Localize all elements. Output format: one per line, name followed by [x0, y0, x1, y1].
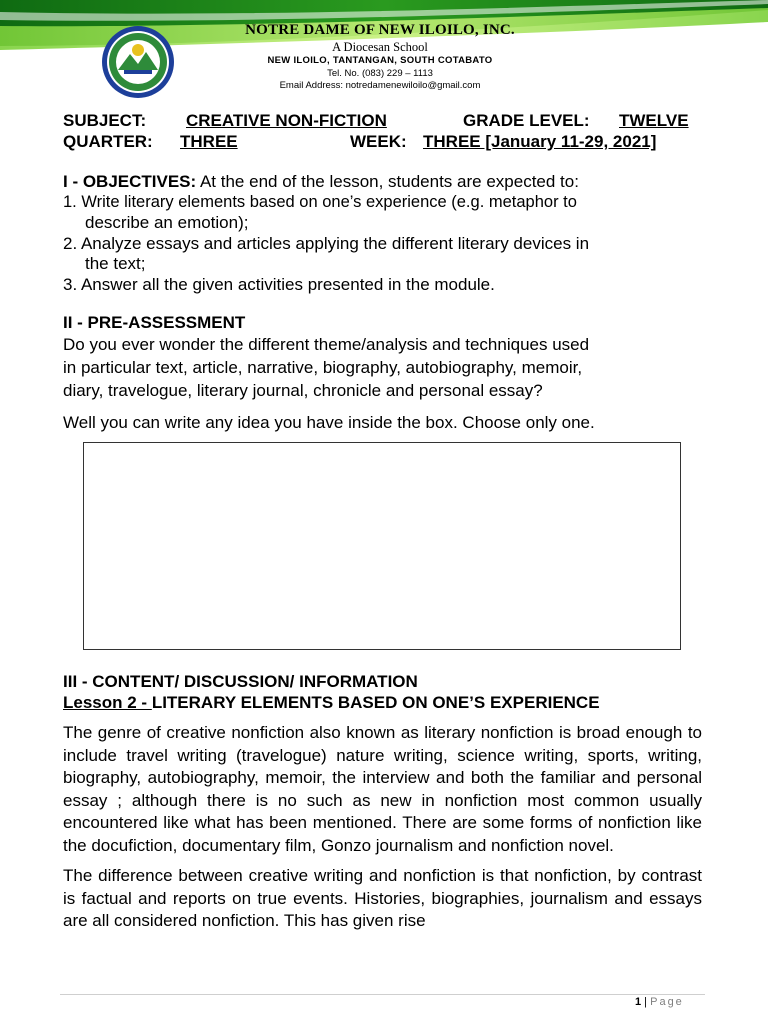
page-number: 1	[635, 996, 642, 1008]
answer-box[interactable]	[83, 442, 681, 650]
objective-2-line2: the text;	[85, 254, 146, 273]
preassessment-heading: II - PRE-ASSESSMENT	[63, 313, 246, 332]
subject-label: SUBJECT:	[63, 111, 147, 130]
footer-divider	[60, 994, 705, 995]
grade-label: GRADE LEVEL:	[463, 111, 590, 130]
preassessment-line3: diary, travelogue, literary journal, chronicle and personal essay?	[63, 381, 543, 400]
content-paragraph-2: The difference between creative writing and nonfiction is that nonfiction, by contrast is factual and reports on true events. Histories, biographies, journalism and essays are all considered nonfiction. This has given rise	[63, 866, 702, 931]
content-paragraph-1: The genre of creative nonfiction also known as literary nonfiction is broad enough to include travel writing (travelogue) nature writing, science writing, sports, writing, biography, autobiography, memoir, the interview and both the familiar and personal essay ; although there is no such as new in nonfiction most common usually encountered like what has been mentioned. There are some forms of nonfiction like the docufiction, documentary film, Gonzo journalism and nonfiction novel.	[63, 723, 702, 855]
school-logo	[100, 24, 176, 100]
school-email: Email Address: notredamenewiloilo@gmail.com	[279, 80, 481, 91]
preassessment-instruction: Well you can write any idea you have inside the box. Choose only one.	[63, 413, 595, 432]
objective-1-line1: 1. Write literary elements based on one’s experience (e.g. metaphor to	[63, 193, 577, 211]
subject-value: CREATIVE NON-FICTION	[186, 111, 387, 130]
lesson-label: Lesson 2 -	[63, 693, 152, 712]
content-heading: III - CONTENT/ DISCUSSION/ INFORMATION	[63, 672, 418, 691]
lesson-title: LITERARY ELEMENTS BASED ON ONE’S EXPERIENCE	[151, 693, 600, 712]
grade-value: TWELVE	[619, 111, 689, 130]
preassessment-line1: Do you ever wonder the different theme/analysis and techniques used	[63, 335, 590, 354]
objective-3: 3. Answer all the given activities presented in the module.	[63, 275, 495, 294]
subject-row	[63, 111, 146, 131]
quarter-label: QUARTER:	[63, 132, 153, 151]
school-address: NEW ILOILO, TANTANGAN, SOUTH COTABATO	[267, 55, 493, 66]
objectives-intro: At the end of the lesson, students are expected to:	[196, 172, 579, 191]
school-type: A Diocesan School	[332, 40, 428, 54]
school-telephone: Tel. No. (083) 229 – 1113	[327, 68, 433, 79]
quarter-value: THREE	[180, 132, 238, 151]
objective-1-line2: describe an emotion);	[85, 213, 249, 232]
page-separator: |	[641, 996, 651, 1008]
objective-2-line1: 2. Analyze essays and articles applying the different literary devices in	[63, 234, 590, 253]
school-name: NOTRE DAME OF NEW ILOILO, INC.	[245, 22, 515, 38]
objectives-intro-line	[63, 171, 579, 192]
objectives-heading: I - OBJECTIVES:	[63, 172, 197, 191]
page-word: Page	[650, 996, 684, 1008]
page-number-footer	[635, 996, 684, 1008]
lesson-title-line	[63, 693, 600, 713]
week-label: WEEK:	[350, 132, 407, 151]
preassessment-line2: in particular text, article, narrative, biography, autobiography, memoir,	[63, 358, 583, 377]
week-value: THREE [January 11-29, 2021]	[423, 132, 657, 151]
